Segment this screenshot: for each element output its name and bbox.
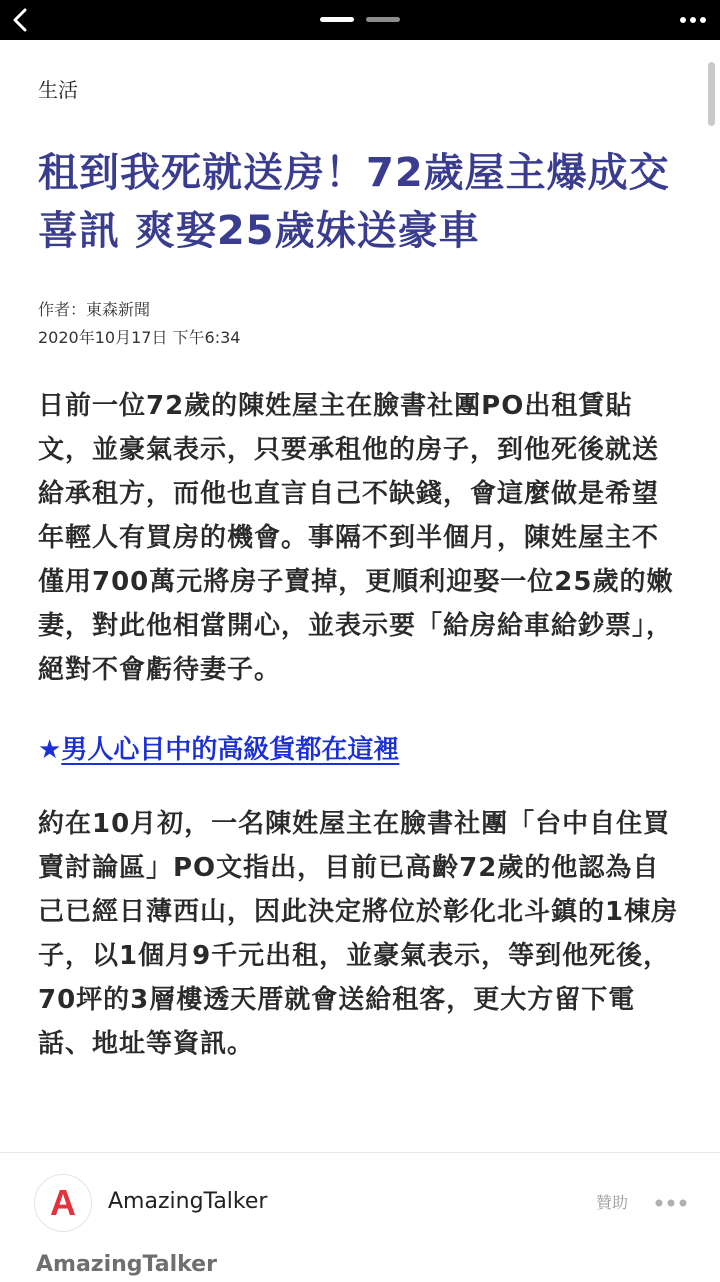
scrollbar-thumb[interactable]: [708, 62, 715, 126]
amazingtalker-logo[interactable]: [34, 1174, 92, 1232]
article-headline: 租到我死就送房！72歲屋主爆成交喜訊 爽娶25歲妹送豪車: [38, 150, 670, 254]
author-line: 作者：東森新聞: [38, 300, 151, 319]
more-horizontal-icon[interactable]: [654, 1196, 688, 1210]
related-link-line: [38, 728, 399, 772]
advertiser-name[interactable]: AmazingTalker: [108, 1189, 268, 1214]
svg-text:A: A: [50, 1182, 76, 1223]
publish-date: 2020年10月17日 下午6:34: [38, 328, 241, 347]
divider: [0, 1152, 720, 1153]
article-paragraph: 日前一位72歲的陳姓屋主在臉書社團PO出租賃貼文，並豪氣表示，只要承租他的房子，到他死後就送給承租方，而他也直言自己不缺錢，會這麼做是希望年輕人有買房的機會。事隔不到半個月，陳姓屋主不僅用700萬元將房子賣掉，更順利迎娶一位25歲的嫩妻，對此他相當開心，並表示要「給房給車給鈔票」，絕對不會虧待妻子。: [38, 391, 674, 685]
category-label[interactable]: 生活: [38, 78, 78, 102]
page-indicator-active: [320, 17, 354, 22]
more-horizontal-icon[interactable]: [678, 10, 708, 30]
top-nav-bar: [0, 0, 720, 40]
related-article-link[interactable]: 男人心目中的高級貨都在這裡: [61, 735, 400, 765]
article-meta: [38, 296, 240, 352]
chevron-left-icon[interactable]: [6, 5, 36, 35]
star-icon: ★: [38, 735, 62, 765]
page-indicator-inactive: [366, 17, 400, 22]
sponsored-label: 贊助: [596, 1193, 629, 1212]
ad-brand-text: AmazingTalker: [36, 1252, 217, 1277]
article-paragraph: 約在10月初，一名陳姓屋主在臉書社團「台中自住買賣討論區」PO文指出，目前已高齡72歲的他認為自己已經日薄西山，因此決定將位於彰化北斗鎮的1棟房子，以1個月9千元出租，並豪氣表示，等到他死後，70坪的3層樓透天厝就會送給租客，更大方留下電話、地址等資訊。: [38, 809, 679, 1059]
logo-letter-a: [35, 1175, 91, 1231]
